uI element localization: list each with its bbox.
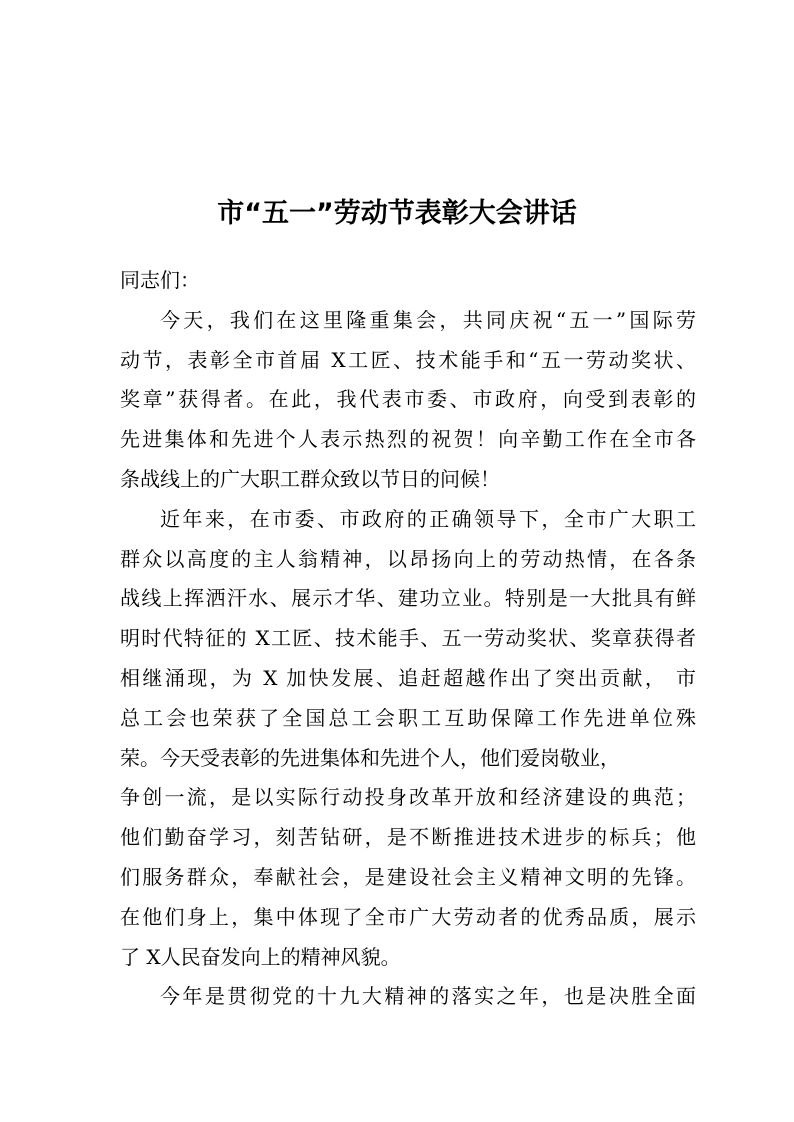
paragraph-2-line: 了 X人民奋发向上的精神风貌。 bbox=[120, 944, 401, 969]
paragraph-2-line: 近年来，在市委、市政府的正确领导下，全市广大职工 bbox=[160, 506, 696, 531]
document-title: 市“五一”劳动节表彰大会讲话 bbox=[217, 198, 577, 229]
paragraph-3-line: 今年是贯彻党的十九大精神的落实之年，也是决胜全面 bbox=[160, 984, 696, 1009]
paragraph-2-line: 荣。今天受表彰的先进集体和先进个人，他们爱岗敬业， bbox=[120, 745, 620, 770]
document-body bbox=[120, 261, 696, 1017]
salutation: 同志们： bbox=[120, 268, 200, 292]
paragraph-2-line: 在他们身上，集中体现了全市广大劳动者的优秀品质，展示 bbox=[120, 904, 696, 929]
paragraph-1-line: 条战线上的广大职工群众致以节日的问候！ bbox=[120, 466, 500, 491]
paragraph-2-line: 群众以高度的主人翁精神，以昂扬向上的劳动热情，在各条 bbox=[120, 546, 696, 571]
paragraph-1-line: 今天，我们在这里隆重集会，共同庆祝“五一”国际劳 bbox=[160, 307, 696, 332]
paragraph-1-line: 奖章”获得者。在此，我代表市委、市政府，向受到表彰的 bbox=[120, 387, 696, 412]
paragraph-1-line: 先进集体和先进个人表示热烈的祝贺！向辛勤工作在全市各 bbox=[120, 427, 696, 452]
paragraph-2-line: 争创一流，是以实际行动投身改革开放和经济建设的典范； bbox=[120, 785, 696, 810]
paragraph-1-line: 动节，表彰全市首届 X工匠、技术能手和“五一劳动奖状、 bbox=[120, 347, 696, 372]
paragraph-2-line: 他们勤奋学习，刻苦钻研，是不断推进技术进步的标兵；他 bbox=[120, 825, 696, 850]
paragraph-2-line: 战线上挥洒汗水、展示才华、建功立业。特别是一大批具有鲜 bbox=[120, 586, 696, 611]
paragraph-2-line: 们服务群众，奉献社会，是建设社会主义精神文明的先锋。 bbox=[120, 864, 696, 889]
paragraph-2-line: 明时代特征的 X工匠、技术能手、五一劳动奖状、奖章获得者 bbox=[120, 626, 696, 651]
paragraph-2-line: 相继涌现，为 X 加快发展、追赶超越作出了突出贡献， 市 bbox=[120, 665, 696, 690]
paragraph-2-line: 总工会也荣获了全国总工会职工互助保障工作先进单位殊 bbox=[120, 705, 696, 730]
